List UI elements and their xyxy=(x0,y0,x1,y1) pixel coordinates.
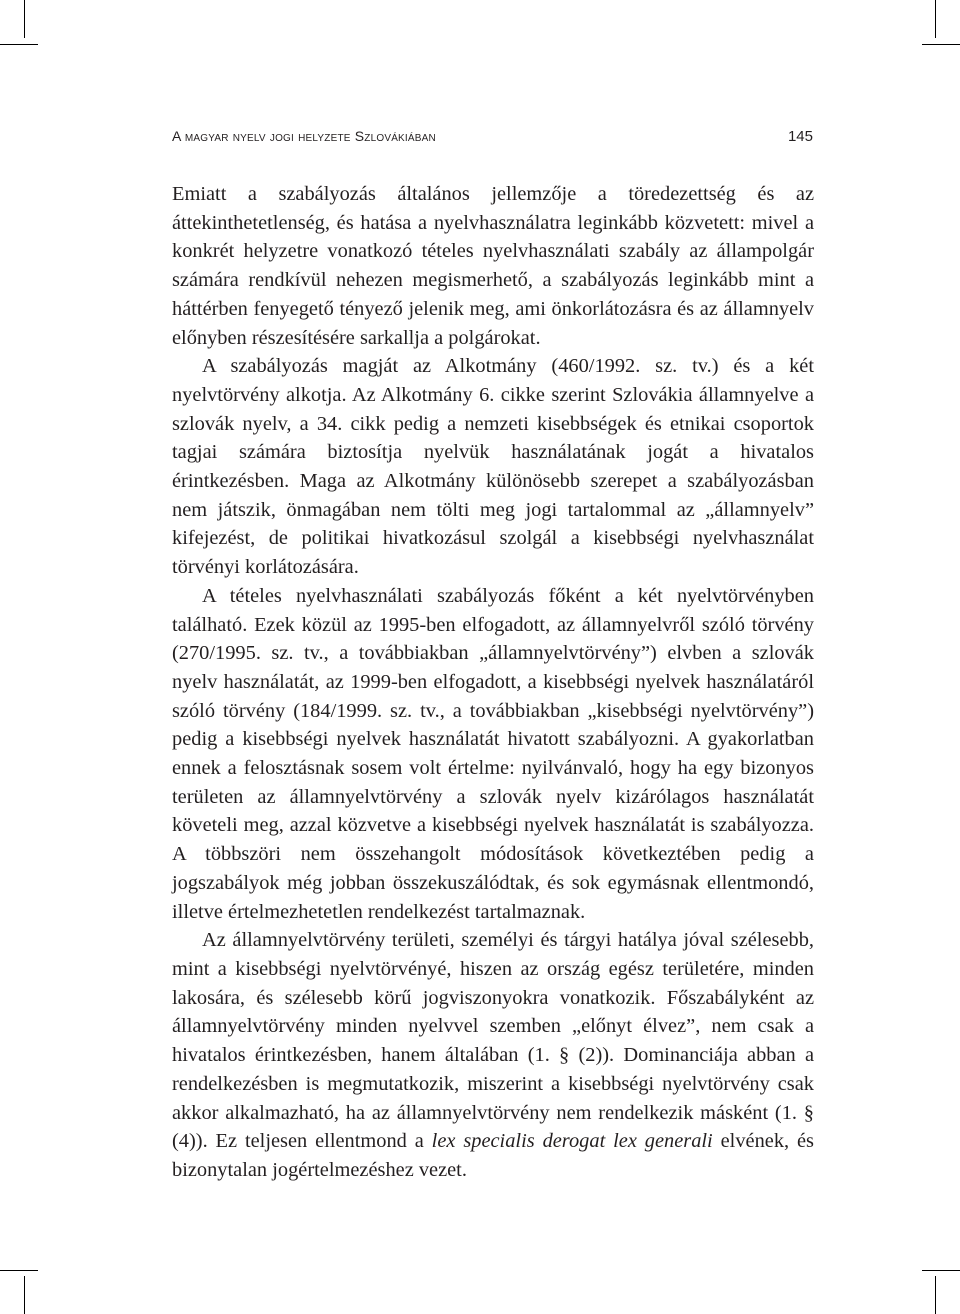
crop-mark-bottom-left-v xyxy=(24,1276,25,1314)
crop-mark-top-left-h xyxy=(0,44,38,45)
crop-mark-top-right-h xyxy=(922,44,960,45)
paragraph-2: A szabályozás magját az Alkotmány (460/1992. sz. tv.) és a két nyelvtörvény alkotja. Az Alkotmány 6. cikke szerint Szlovákia államnyelve a szlovák nyelv, a 34. cikk pedig a nemzeti kisebbségek és etnikai csoportok tagjai számára biztosítja nyelvük használatának jogát a hivatalos érintkezésben. Maga az Alkotmány különösebb szerepet a szabályozásban nem játszik, önmagában nem tölti meg jogi tartalommal az „államnyelv” kifejezést, de politikai hivatkozásul szolgál a kisebbségi nyelvhasználat törvényi korlátozására. xyxy=(172,355,814,579)
paragraph-4-text-after: elvének, és bizonytalan jogértelmezéshez vezet. xyxy=(172,1130,814,1181)
body-text xyxy=(172,180,814,1185)
paragraph-4-latin-maxim: lex specialis derogat lex generali xyxy=(431,1130,713,1153)
paragraph-3: A tételes nyelvhasználati szabályozás főként a két nyelvtörvényben található. Ezek közül az 1995-ben elfogadott, az államnyelvről szóló törvény (270/1995. sz. tv., a továbbiakban „államnyelvtörvény”) elvben a szlovák nyelv használatát, az 1999-ben elfogadott, a kisebbségi nyelvek használatáról szóló törvény (184/1999. sz. tv., a továbbiakban „kisebbségi nyelvtörvény”) pedig a kisebbségi nyelvek használatát hivatott szabályozni. A gyakorlatban ennek a felosztásnak sosem volt értelme: nyilvánvaló, hogy ha egy bizonyos területen az államnyelvtörvény a szlovák nyelv kizárólagos használatát követeli meg, azzal közvetve a kisebbségi nyelvek használatát is szabályozza. A többszöri nem összehangolt módosítások következtében pedig a jogszabályok még jobban összekuszálódtak, és sok egymásnak ellentmondó, illetve értelmezhetetlen rendelkezést tartalmaznak. xyxy=(172,584,814,923)
crop-mark-top-right-v xyxy=(935,0,936,38)
paragraph-4-text-before: Az államnyelvtörvény területi, személyi és tárgyi hatálya jóval szélesebb, mint a kisebbségi nyelvtörvényé, hiszen az ország egész területére, minden lakosára, és szélesebb körű jogviszonyokra vonatkozik. Főszabályként az államnyelvtörvény minden nyelvvel szemben „előnyt élvez”, nem csak a hivatalos érintkezésben, hanem általában (1. § (2)). Dominanciája abban a rendelkezésben is megmutatkozik, miszerint a kisebbségi nyelvtörvény csak akkor alkalmazható, ha az államnyelvtörvény nem rendelkezik másként (1. § (4)). Ez teljesen ellentmond a xyxy=(172,929,814,1153)
paragraph-4 xyxy=(172,926,814,1184)
page-number: 145 xyxy=(787,128,813,145)
crop-mark-bottom-right-h xyxy=(922,1270,960,1271)
crop-mark-top-left-v xyxy=(24,0,25,38)
crop-mark-bottom-right-v xyxy=(935,1276,936,1314)
paragraph-1: Emiatt a szabályozás általános jellemzője a töredezettség és az áttekinthetetlenség, és hatása a nyelvhasználatra leginkább közvetett: mivel a konkrét helyzetre vonatkozó tételes nyelvhasználati szabály az állampolgár számára rendkívül nehezen megismerhető, a szabályozás leginkább mint a háttérben fenyegető tényező jelenik meg, ami önkorlátozásra és az államnyelv előnyben részesítésére sarkallja a polgárokat. xyxy=(172,183,814,349)
running-head: A magyar nyelv jogi helyzete Szlovákiában xyxy=(172,128,436,144)
crop-mark-bottom-left-h xyxy=(0,1270,38,1271)
